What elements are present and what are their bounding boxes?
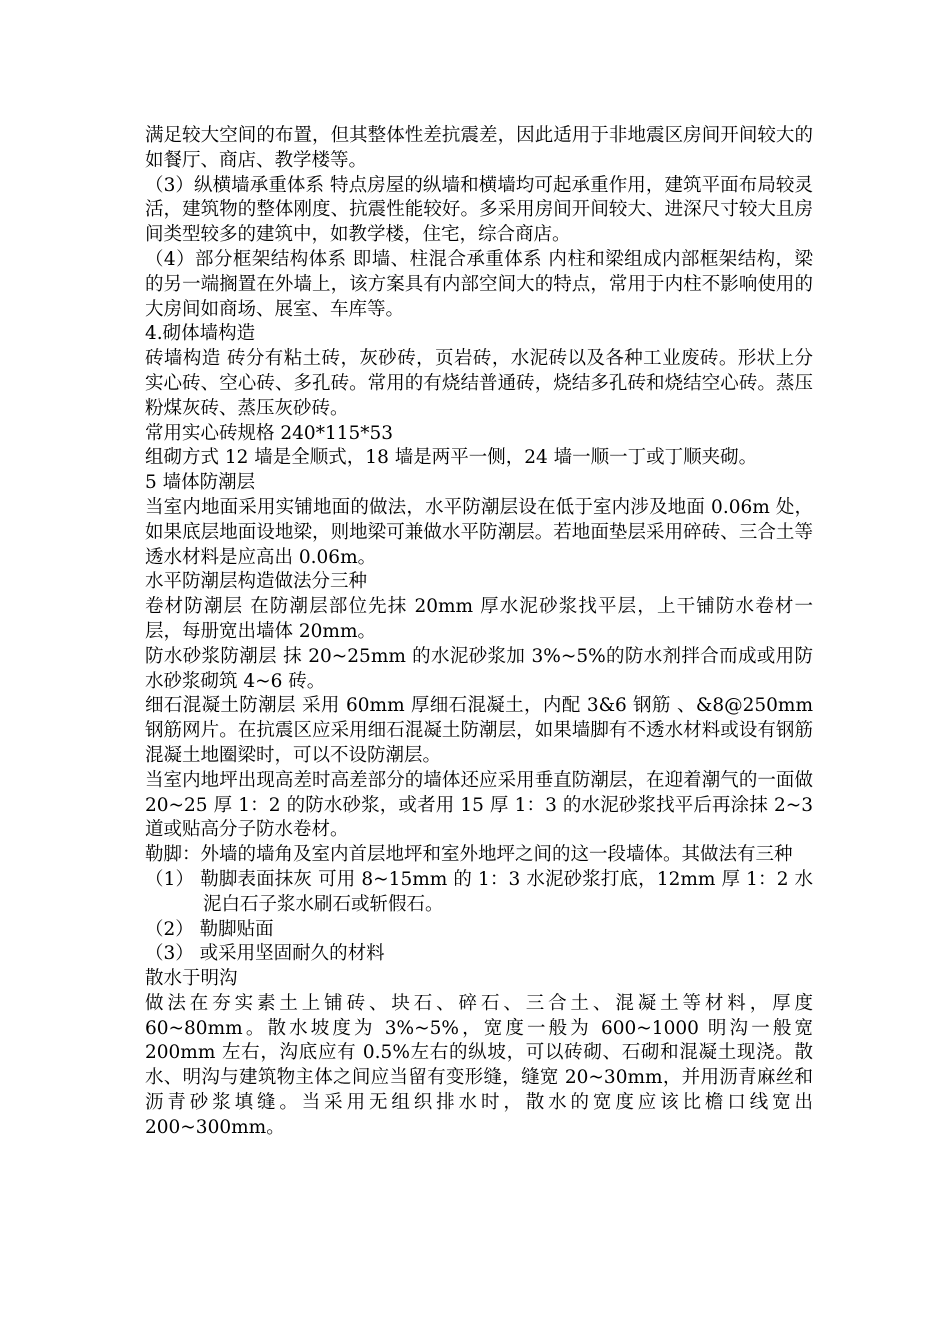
section-heading: 5 墙体防潮层 [145, 472, 256, 494]
paragraph: 组砌方式 12 墙是全顺式，18 墙是两平一侧，24 墙一顺一丁或丁顺夹砌。 [145, 447, 758, 469]
paragraph: 卷材防潮层 在防潮层部位先抹 20mm 厚水泥砂浆找平层，上干铺防水卷材一层，每册宽出墙体 20mm。 [145, 596, 813, 642]
document-body [145, 124, 813, 1141]
paragraph: 水平防潮层构造做法分三种 [145, 571, 368, 593]
paragraph: 做法在夯实素土上铺砖、块石、碎石、三合土、混凝土等材料，厚度 60~80mm。散水坡度为 3%~5%，宽度一般为 600~1000 明沟一般宽 200mm 左右，沟底应有 0.5%左右的纵坡，可以砖砌、石砌和混凝土现浇。散水、明沟与建筑物主体之间应当留有变形缝，缝宽 20~30mm，并用沥青麻丝和沥青砂浆填缝。当采用无组织排水时，散水的宽度应该比檐口线宽出 200~300mm。 [145, 992, 813, 1138]
paragraph: 砖墙构造 砖分有粘土砖，灰砂砖，页岩砖，水泥砖以及各种工业废砖。形状上分实心砖、空心砖、多孔砖。常用的有烧结普通砖，烧结多孔砖和烧结空心砖。蒸压粉煤灰砖、蒸压灰砂砖。 [145, 348, 813, 419]
paragraph: （4）部分框架结构体系 即墙、柱混合承重体系 内柱和梁组成内部框架结构，梁的另一端搁置在外墙上，该方案具有内部空间大的特点，常用于内柱不影响使用的大房间如商场、展室、车库等。 [145, 248, 813, 320]
list-item: （3） 或采用坚固耐久的材料 [145, 943, 385, 965]
list-item: （2） 勒脚贴面 [145, 918, 274, 940]
paragraph: 细石混凝土防潮层 采用 60mm 厚细石混凝土，内配 3&6 钢筋 、&8@250mm 钢筋网片。在抗震区应采用细石混凝土防潮层，如果墙脚有不透水材料或设有钢筋混凝土地圈梁时，可以不设防潮层。 [145, 695, 813, 766]
paragraph: 常用实心砖规格 240*115*53 [145, 422, 394, 444]
section-heading: 散水于明沟 [145, 968, 238, 990]
section-heading: 4.砌体墙构造 [145, 323, 256, 345]
paragraph: 当室内地面采用实铺地面的做法，水平防潮层设在低于室内涉及地面 0.06m 处，如果底层地面设地梁，则地梁可兼做水平防潮层。若地面垫层采用碎砖、三合土等透水材料是应高出 0.06m。 [145, 496, 813, 568]
paragraph: （3）纵横墙承重体系 特点房屋的纵墙和横墙均可起承重作用，建筑平面布局较灵活，建筑物的整体刚度、抗震性能较好。多采用房间开间较大、进深尺寸较大且房间类型较多的建筑中，如教学楼，住宅，综合商店。 [145, 174, 813, 246]
list-item: （1） 勒脚表面抹灰 可用 8~15mm 的 1：3 水泥砂浆打底，12mm 厚 1：2 水泥白石子浆水刷石或斩假石。 [145, 868, 813, 915]
paragraph: 防水砂浆防潮层 抹 20~25mm 的水泥砂浆加 3%~5%的防水剂拌合而成或用防水砂浆砌筑 4~6 砖。 [145, 645, 813, 692]
paragraph: 勒脚：外墙的墙角及室内首层地坪和室外地坪之间的这一段墙体。其做法有三种 [145, 844, 793, 866]
paragraph: 满足较大空间的布置，但其整体性差抗震差，因此适用于非地震区房间开间较大的如餐厅、商店、教学楼等。 [145, 125, 813, 171]
paragraph: 当室内地坪出现高差时高差部分的墙体还应采用垂直防潮层，在迎着潮气的一面做 20~25 厚 1：2 的防水砂浆，或者用 15 厚 1：3 的水泥砂浆找平后再涂抹 2~3 道或贴高分子防水卷材。 [145, 769, 813, 841]
